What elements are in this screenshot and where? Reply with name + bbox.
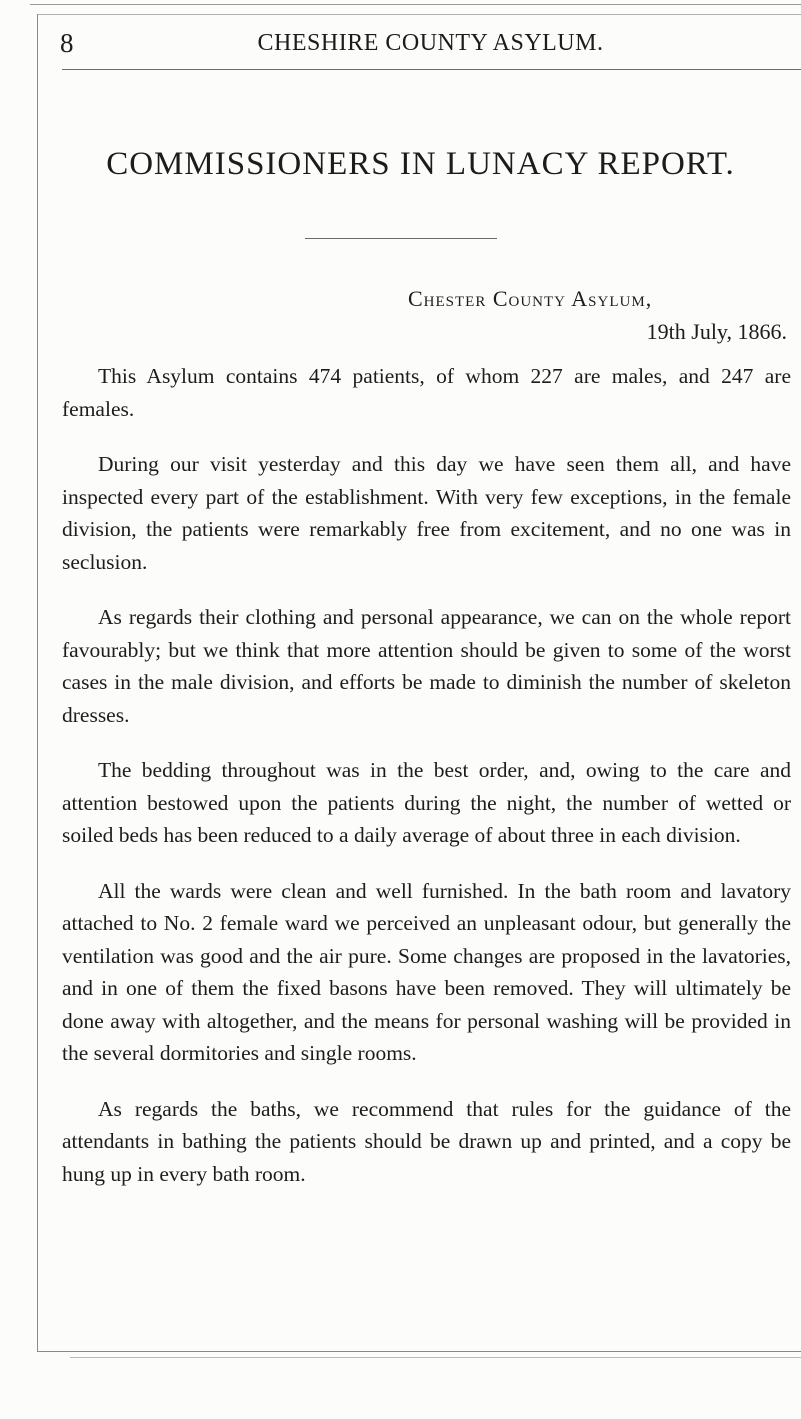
page-number: 8 bbox=[60, 28, 74, 58]
section-title: COMMISSIONERS IN LUNACY REPORT. bbox=[106, 146, 735, 182]
paragraph: As regards their clothing and personal appearance, we can on the whole report favourably; but we think that more attention should be given to some of the worst cases in the male division, and efforts be made to diminish the number of skeleton dresses. bbox=[62, 605, 791, 727]
report-body bbox=[62, 360, 791, 1213]
paragraph: As regards the baths, we recommend that rules for the guidance of the attendants in bathing the patients should be drawn up and printed, and a copy be hung up in every bath room. bbox=[62, 1096, 791, 1186]
paragraph: The bedding throughout was in the best order, and, owing to the care and attention bestowed upon the patients during the night, the number of wetted or soiled beds has been reduced to a daily average of about three in each division. bbox=[62, 758, 791, 847]
letter-date: 19th July, 1866. bbox=[646, 319, 787, 344]
top-inner-border-line bbox=[38, 14, 801, 15]
page-header bbox=[60, 28, 801, 64]
header-rule bbox=[62, 69, 801, 70]
bottom-rule bbox=[38, 1351, 801, 1352]
paragraph: This Asylum contains 474 patients, of whom 227 are males, and 247 are females. bbox=[62, 364, 791, 421]
paragraph: During our visit yesterday and this day we have seen them all, and have inspected every part of the establishment. With very few exceptions, in the female division, the patients were remarkably free from excitement, and no one was in seclusion. bbox=[62, 452, 791, 574]
title-separator-rule bbox=[305, 238, 497, 239]
left-margin-line bbox=[37, 14, 38, 1352]
bottom-inner-rule bbox=[70, 1357, 801, 1358]
letter-address: Chester County Asylum, bbox=[408, 286, 653, 311]
paragraph: All the wards were clean and well furnished. In the bath room and lavatory attached to No. 2 female ward we perceived an unpleasant odour, but generally the ventilation was good and the air pure. Some changes are proposed in the lavatories, and in one of them the fixed basons have been removed. They will ultimately be done away with altogether, and the means for personal washing will be provided in the several dormitories and single rooms. bbox=[62, 878, 791, 1065]
top-border-line bbox=[30, 4, 801, 5]
running-title: CHESHIRE COUNTY ASYLUM. bbox=[257, 30, 604, 56]
